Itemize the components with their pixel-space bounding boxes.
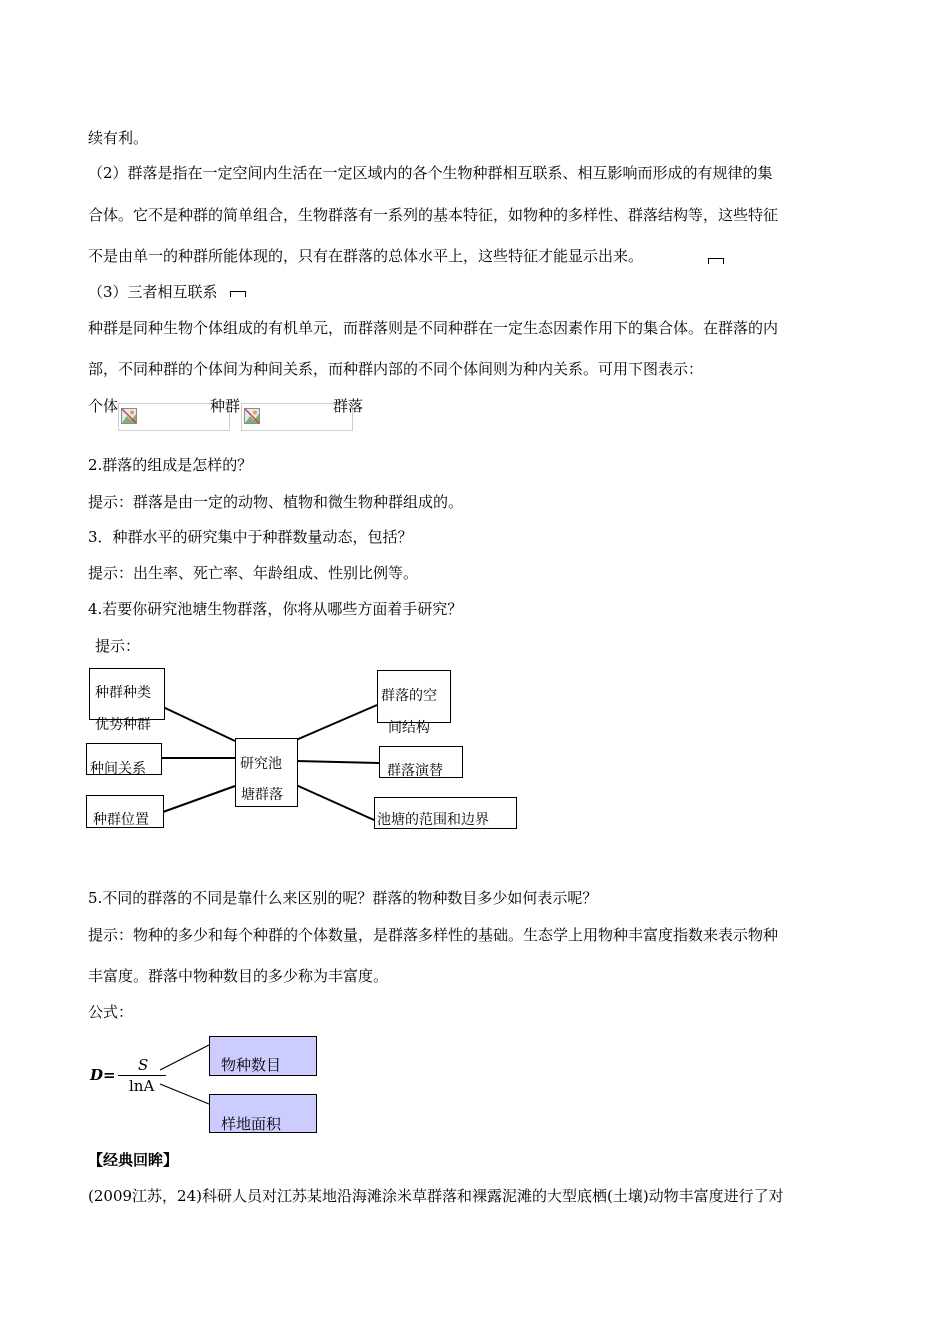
diagram-label: 池塘的范围和边界 bbox=[377, 812, 489, 828]
paragraph-text: （3）三者相互联系 bbox=[88, 283, 218, 301]
flow-label-individual: 个体 bbox=[88, 397, 119, 415]
diagram-label: 样地面积 bbox=[221, 1115, 282, 1133]
diagram-label: 物种数目 bbox=[221, 1056, 282, 1074]
answer-text: 提示：群落是由一定的动物、植物和微生物种群组成的。 bbox=[88, 493, 464, 511]
diagram-label: 间结构 bbox=[388, 720, 430, 736]
diagram-label: 群落的空 bbox=[381, 688, 437, 704]
formula-lhs: D= bbox=[90, 1066, 116, 1084]
paragraph-text: （2）群落是指在一定空间内生活在一定区域内的各个生物种群相互联系、相互影响而形成的有规律的集 bbox=[88, 164, 773, 182]
diagram-label: 塘群落 bbox=[241, 787, 283, 803]
diagram-label: 种间关系 bbox=[90, 761, 146, 777]
paragraph-text: 部，不同种群的个体间为种间关系，而种群内部的不同个体间则为种内关系。可用下图表示： bbox=[88, 360, 704, 378]
paragraph-text: 合体。它不是种群的简单组合，生物群落有一系列的基本特征，如物种的多样性、群落结构等，这些特征 bbox=[88, 206, 779, 224]
answer-text: 丰富度。群落中物种数目的多少称为丰富度。 bbox=[88, 967, 389, 985]
answer-text: 提示：物种的多少和每个种群的个体数量，是群落多样性的基础。生态学上用物种丰富度指数来表示物种 bbox=[88, 926, 779, 944]
formula-denominator: lnA bbox=[129, 1077, 155, 1095]
flow-label-population: 种群 bbox=[210, 397, 241, 415]
diagram-label: 研究池 bbox=[240, 756, 282, 772]
paragraph-text: 种群是同种生物个体组成的有机单元，而群落则是不同种群在一定生态因素作用下的集合体。在群落的内 bbox=[88, 319, 779, 337]
formula-label: 公式： bbox=[88, 1003, 134, 1021]
section-title: 【经典回眸】 bbox=[88, 1151, 179, 1169]
paragraph-text: (2009江苏，24)科研人员对江苏某地沿海滩涂米草群落和裸露泥滩的大型底栖(土壤)动物丰富度进行了对 bbox=[88, 1187, 784, 1205]
flow-label-community: 群落 bbox=[333, 397, 364, 415]
answer-text: 提示：出生率、死亡率、年龄组成、性别比例等。 bbox=[88, 564, 419, 582]
diagram-label: 种群种类 bbox=[95, 685, 151, 701]
paragraph-text: 不是由单一的种群所能体现的，只有在群落的总体水平上，这些特征才能显示出来。 bbox=[88, 247, 644, 265]
question-text: 3．种群水平的研究集中于种群数量动态，包括？ bbox=[88, 528, 413, 546]
formula-numerator: S bbox=[138, 1056, 149, 1074]
question-text: 2.群落的组成是怎样的？ bbox=[88, 456, 253, 474]
diagram-label: 种群位置 bbox=[93, 812, 149, 828]
question-text: 4.若要你研究池塘生物群落，你将从哪些方面着手研究？ bbox=[88, 600, 463, 618]
answer-text: 提示： bbox=[95, 637, 141, 655]
question-text: 5.不同的群落的不同是靠什么来区别的呢？群落的物种数目多少如何表示呢？ bbox=[88, 889, 598, 907]
paragraph-text: 续有利。 bbox=[88, 129, 149, 147]
diagram-label: 群落演替 bbox=[387, 763, 443, 779]
diagram-label: 优势种群 bbox=[95, 717, 151, 733]
